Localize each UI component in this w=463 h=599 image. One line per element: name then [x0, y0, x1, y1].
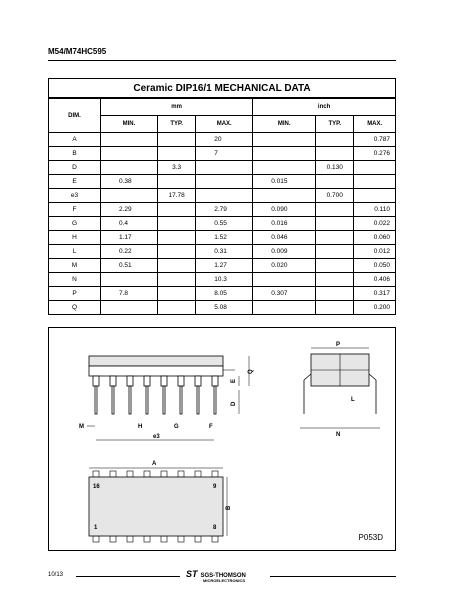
cell-in-min — [253, 273, 316, 287]
cell-in-max: 0.050 — [354, 259, 396, 273]
cell-mm-min: 7.8 — [101, 287, 158, 301]
cell-mm-typ: 3.3 — [157, 161, 195, 175]
cell-mm-typ — [157, 245, 195, 259]
cell-in-max: 0.276 — [354, 147, 396, 161]
brand-subtitle: MICROELECTRONICS — [203, 578, 245, 583]
dim-label-a: A — [152, 461, 157, 467]
pin-label-1: 1 — [94, 525, 98, 531]
cell-mm-max — [196, 161, 253, 175]
table-row — [49, 161, 396, 175]
table-header-row — [49, 99, 396, 116]
side-view — [79, 356, 254, 440]
table-row — [49, 175, 396, 189]
cell-mm-min: 1.17 — [101, 231, 158, 245]
subheader-in-max: MAX. — [354, 116, 396, 133]
table-row — [49, 217, 396, 231]
cell-in-min — [253, 189, 316, 203]
subheader-in-typ: TYP. — [316, 116, 354, 133]
section-title-box — [48, 78, 396, 98]
dim-label-h: H — [138, 424, 143, 430]
cell-dim: M — [49, 259, 101, 273]
cell-in-min — [253, 301, 316, 315]
cell-mm-typ — [157, 231, 195, 245]
cell-in-typ — [316, 273, 354, 287]
top-view — [89, 461, 232, 542]
end-view — [300, 342, 380, 438]
table-row — [49, 147, 396, 161]
cell-in-typ: 0.130 — [316, 161, 354, 175]
table-row — [49, 273, 396, 287]
mm-group-header: mm — [101, 99, 253, 116]
cell-in-typ — [316, 175, 354, 189]
cell-mm-typ: 17.78 — [157, 189, 195, 203]
cell-in-max: 0.317 — [354, 287, 396, 301]
cell-in-max — [354, 175, 396, 189]
cell-in-max: 0.060 — [354, 231, 396, 245]
cell-mm-min: 0.4 — [101, 217, 158, 231]
cell-in-max: 0.787 — [354, 133, 396, 147]
cell-in-typ — [316, 245, 354, 259]
cell-mm-min — [101, 147, 158, 161]
cell-in-min: 0.015 — [253, 175, 316, 189]
dim-label-b: B — [226, 505, 232, 510]
cell-mm-typ — [157, 301, 195, 315]
cell-mm-min — [101, 301, 158, 315]
dim-label-p: P — [336, 342, 341, 348]
side-view-pins — [93, 376, 218, 414]
cell-in-typ — [316, 231, 354, 245]
dim-label-e3: e3 — [153, 434, 160, 440]
cell-in-min: 0.307 — [253, 287, 316, 301]
cell-mm-max: 8.05 — [196, 287, 253, 301]
cell-dim: D — [49, 161, 101, 175]
page-number: 10/13 — [48, 572, 64, 578]
cell-mm-typ — [157, 175, 195, 189]
cell-in-typ — [316, 259, 354, 273]
cell-mm-max — [196, 175, 253, 189]
dim-label-n: N — [336, 432, 341, 438]
page-header-title: M54/M74HC595 — [48, 47, 107, 56]
brand-name: SGS-THOMSON — [200, 573, 246, 579]
pin-label-16: 16 — [93, 484, 100, 490]
cell-dim: P — [49, 287, 101, 301]
cell-in-max: 0.012 — [354, 245, 396, 259]
side-view-body — [89, 356, 223, 366]
dim-label-g: G — [174, 424, 179, 430]
cell-dim: F — [49, 203, 101, 217]
cell-in-min: 0.016 — [253, 217, 316, 231]
inch-group-header: inch — [253, 99, 396, 116]
cell-mm-min — [101, 189, 158, 203]
footer-rule-left — [76, 576, 180, 577]
mechanical-data-table — [48, 98, 396, 315]
cell-in-typ: 0.700 — [316, 189, 354, 203]
cell-mm-max: 20 — [196, 133, 253, 147]
subheader-mm-typ: TYP. — [157, 116, 195, 133]
cell-mm-typ — [157, 203, 195, 217]
cell-mm-max: 1.52 — [196, 231, 253, 245]
dim-label-l: L — [351, 397, 355, 403]
cell-mm-min — [101, 161, 158, 175]
cell-in-typ — [316, 133, 354, 147]
cell-dim: Q — [49, 301, 101, 315]
cell-dim: E — [49, 175, 101, 189]
cell-in-min: 0.009 — [253, 245, 316, 259]
cell-mm-min: 0.38 — [101, 175, 158, 189]
table-row — [49, 245, 396, 259]
cell-dim: e3 — [49, 189, 101, 203]
cell-in-typ — [316, 203, 354, 217]
pin-label-8: 8 — [213, 525, 217, 531]
cell-in-min — [253, 133, 316, 147]
cell-in-min: 0.020 — [253, 259, 316, 273]
table-row — [49, 133, 396, 147]
cell-mm-typ — [157, 273, 195, 287]
cell-mm-min — [101, 273, 158, 287]
cell-mm-typ — [157, 217, 195, 231]
cell-mm-min: 0.51 — [101, 259, 158, 273]
cell-mm-max: 10.3 — [196, 273, 253, 287]
subheader-mm-max: MAX. — [196, 116, 253, 133]
cell-in-max: 0.406 — [354, 273, 396, 287]
subheader-in-min: MIN. — [253, 116, 316, 133]
subheader-mm-min: MIN. — [101, 116, 158, 133]
cell-mm-max: 0.55 — [196, 217, 253, 231]
cell-mm-typ — [157, 259, 195, 273]
cell-in-min: 0.090 — [253, 203, 316, 217]
table-row — [49, 231, 396, 245]
cell-in-max: 0.110 — [354, 203, 396, 217]
package-drawing-svg — [49, 328, 395, 550]
cell-mm-typ — [157, 147, 195, 161]
cell-mm-typ — [157, 287, 195, 301]
cell-mm-typ — [157, 133, 195, 147]
drawing-code: P053D — [358, 533, 383, 542]
cell-mm-min: 2.29 — [101, 203, 158, 217]
dim-label-q: Q — [248, 369, 254, 374]
cell-in-min: 0.046 — [253, 231, 316, 245]
cell-dim: N — [49, 273, 101, 287]
table-row — [49, 287, 396, 301]
cell-dim: A — [49, 133, 101, 147]
cell-mm-min — [101, 133, 158, 147]
section-title: Ceramic DIP16/1 MECHANICAL DATA — [133, 82, 311, 94]
cell-dim: G — [49, 217, 101, 231]
top-view-body — [89, 477, 223, 536]
cell-mm-max: 5.08 — [196, 301, 253, 315]
cell-mm-min: 0.22 — [101, 245, 158, 259]
cell-mm-max — [196, 189, 253, 203]
dim-label-m: M — [79, 424, 84, 430]
dim-label-f: F — [209, 424, 213, 430]
cell-dim: L — [49, 245, 101, 259]
side-view-base — [89, 366, 223, 376]
table-subheader-row — [49, 116, 396, 133]
dim-label-e: E — [231, 378, 237, 383]
cell-in-typ — [316, 147, 354, 161]
cell-mm-max: 2.79 — [196, 203, 253, 217]
cell-in-max: 0.022 — [354, 217, 396, 231]
dim-header: DIM. — [49, 99, 101, 133]
cell-dim: H — [49, 231, 101, 245]
footer-rule-right — [270, 576, 396, 577]
cell-mm-max: 7 — [196, 147, 253, 161]
cell-in-max — [354, 189, 396, 203]
header-rule — [48, 60, 396, 61]
dim-label-d: D — [231, 401, 237, 406]
cell-mm-max: 0.31 — [196, 245, 253, 259]
table-row — [49, 203, 396, 217]
cell-in-typ — [316, 301, 354, 315]
pin-label-9: 9 — [213, 484, 217, 490]
cell-in-max — [354, 161, 396, 175]
table-body — [49, 133, 396, 315]
cell-dim: B — [49, 147, 101, 161]
cell-in-min — [253, 161, 316, 175]
cell-mm-max: 1.27 — [196, 259, 253, 273]
logo-icon: ST — [186, 569, 198, 579]
table-row — [49, 189, 396, 203]
mechanical-drawing — [48, 327, 396, 551]
table-row — [49, 259, 396, 273]
cell-in-typ — [316, 217, 354, 231]
cell-in-typ — [316, 287, 354, 301]
cell-in-min — [253, 147, 316, 161]
table-row — [49, 301, 396, 315]
footer-logo — [186, 569, 246, 583]
cell-in-max: 0.200 — [354, 301, 396, 315]
